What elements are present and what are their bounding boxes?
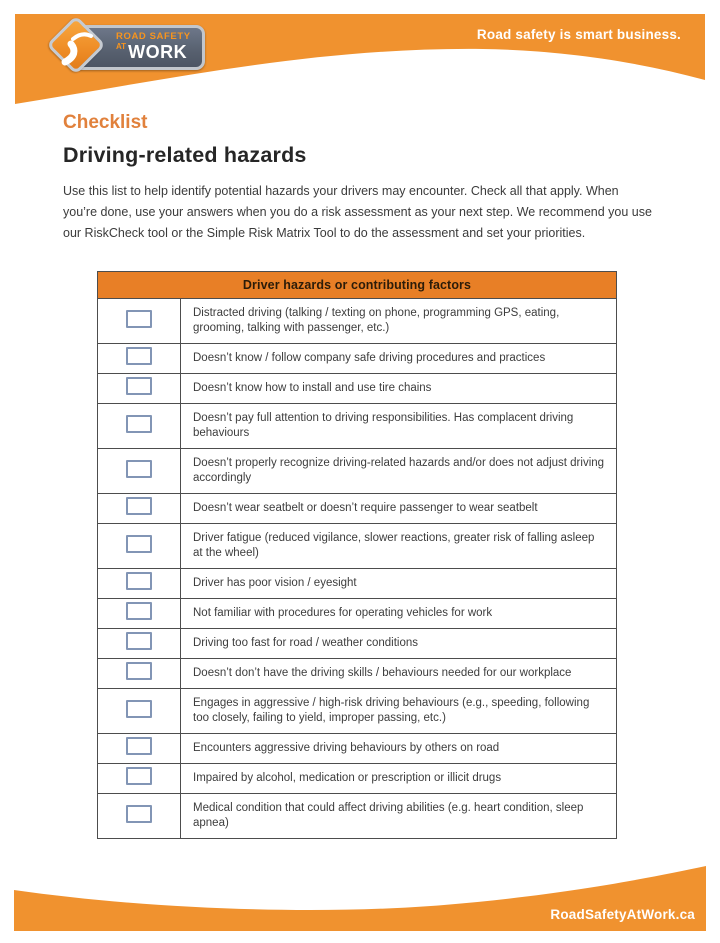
hazard-label: Encounters aggressive driving behaviours by others on road <box>181 734 617 764</box>
table-row <box>98 524 617 569</box>
checkbox-cell <box>98 299 181 344</box>
checkbox-cell <box>98 629 181 659</box>
hazard-checkbox[interactable] <box>126 497 152 515</box>
intro-paragraph: Use this list to help identify potential hazards your drivers may encounter. Check all that apply. When you’re done, use your answers when you do a risk assessment as your next step. We recommend you use our RiskCheck tool or the Simple Risk Matrix Tool to do the assessment and set your priorities. <box>63 184 652 240</box>
table-row <box>98 299 617 344</box>
table-row <box>98 569 617 599</box>
table-header-title: Driver hazards or contributing factors <box>98 272 617 299</box>
hazard-label: Doesn’t pay full attention to driving responsibilities. Has complacent driving behaviours <box>181 404 617 449</box>
hazard-label: Driving too fast for road / weather conditions <box>181 629 617 659</box>
table-header-row <box>98 272 617 299</box>
checkbox-cell <box>98 344 181 374</box>
hazard-label: Doesn’t properly recognize driving-related hazards and/or does not adjust driving accordingly <box>181 449 617 494</box>
checkbox-cell <box>98 599 181 629</box>
hazard-label: Driver has poor vision / eyesight <box>181 569 617 599</box>
checkbox-cell <box>98 569 181 599</box>
hazard-checkbox[interactable] <box>126 700 152 718</box>
hazard-checkbox[interactable] <box>126 737 152 755</box>
hazard-label: Doesn’t know / follow company safe driving procedures and practices <box>181 344 617 374</box>
footer-website-link[interactable]: RoadSafetyAtWork.ca <box>550 907 695 922</box>
table-row <box>98 629 617 659</box>
hazard-checkbox[interactable] <box>126 347 152 365</box>
logo-text-road-safety: ROAD SAFETY <box>116 31 191 42</box>
hazard-checkbox[interactable] <box>126 662 152 680</box>
table-row <box>98 794 617 839</box>
hazard-label: Medical condition that could affect driving abilities (e.g. heart condition, sleep apnea) <box>181 794 617 839</box>
hazard-checkbox[interactable] <box>126 767 152 785</box>
hazard-label: Distracted driving (talking / texting on phone, programming GPS, eating, grooming, talking with passenger, etc.) <box>181 299 617 344</box>
hazard-label: Doesn’t know how to install and use tire chains <box>181 374 617 404</box>
hazard-label: Doesn’t wear seatbelt or doesn’t require passenger to wear seatbelt <box>181 494 617 524</box>
footer-banner <box>14 864 706 931</box>
checkbox-cell <box>98 764 181 794</box>
table-row <box>98 344 617 374</box>
table-row <box>98 404 617 449</box>
logo-text-at: AT <box>116 41 127 51</box>
table-row <box>98 689 617 734</box>
checkbox-cell <box>98 794 181 839</box>
hazard-checkbox[interactable] <box>126 310 152 328</box>
hazard-checkbox[interactable] <box>126 602 152 620</box>
table-row <box>98 494 617 524</box>
checkbox-cell <box>98 404 181 449</box>
table-row <box>98 764 617 794</box>
logo-text-work: WORK <box>128 41 188 62</box>
checkbox-cell <box>98 449 181 494</box>
hazard-checkbox[interactable] <box>126 535 152 553</box>
hazard-checkbox[interactable] <box>126 632 152 650</box>
hazard-checkbox[interactable] <box>126 415 152 433</box>
table-row <box>98 599 617 629</box>
checkbox-cell <box>98 494 181 524</box>
checkbox-cell <box>98 524 181 569</box>
road-safety-at-work-logo <box>57 23 207 71</box>
header-tagline: Road safety is smart business. <box>476 27 681 42</box>
hazard-label: Not familiar with procedures for operating vehicles for work <box>181 599 617 629</box>
document-body <box>63 112 657 839</box>
hazard-checklist-table <box>97 271 617 839</box>
checkbox-cell <box>98 659 181 689</box>
hazard-checkbox[interactable] <box>126 460 152 478</box>
hazard-table-body <box>98 299 617 839</box>
checkbox-cell <box>98 689 181 734</box>
table-row <box>98 374 617 404</box>
table-row <box>98 734 617 764</box>
table-row <box>98 659 617 689</box>
checkbox-cell <box>98 734 181 764</box>
hazard-label: Doesn’t don’t have the driving skills / behaviours needed for our workplace <box>181 659 617 689</box>
checkbox-cell <box>98 374 181 404</box>
hazard-label: Driver fatigue (reduced vigilance, slower reactions, greater risk of falling asleep at the wheel) <box>181 524 617 569</box>
hazard-label: Engages in aggressive / high-risk driving behaviours (e.g., speeding, following too closely, failing to yield, improper passing, etc.) <box>181 689 617 734</box>
hazard-checkbox[interactable] <box>126 805 152 823</box>
table-row <box>98 449 617 494</box>
hazard-label: Impaired by alcohol, medication or prescription or illicit drugs <box>181 764 617 794</box>
page-title: Driving-related hazards <box>63 143 307 167</box>
header-banner <box>15 14 705 106</box>
document-type-label: Checklist <box>63 112 148 133</box>
hazard-checkbox[interactable] <box>126 377 152 395</box>
hazard-checkbox[interactable] <box>126 572 152 590</box>
